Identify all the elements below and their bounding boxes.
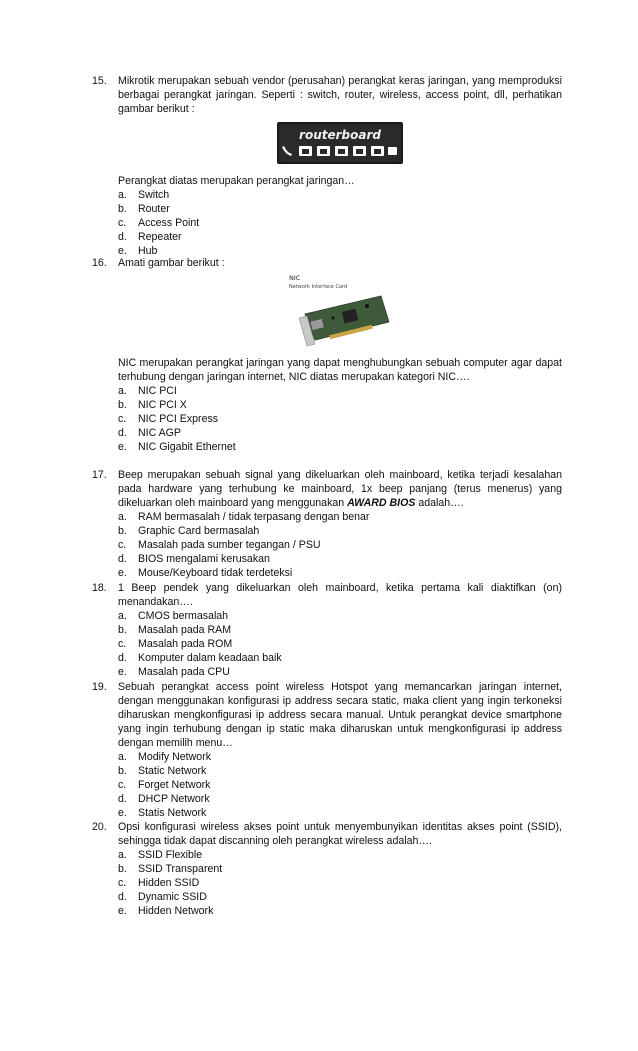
question-16 (92, 256, 562, 454)
option-b: b. NIC PCI X (118, 399, 187, 411)
option-d: d. BIOS mengalami kerusakan (118, 553, 270, 565)
option-c: c. Masalah pada ROM (118, 638, 233, 650)
question-text: Sebuah perangkat access point wireless Hotspot yang memancarkan jaringan internet, dengan menggunakan konfigurasi ip address secara static, maka client yang ingin terkoneksi diharuskan mengkonfigurasi ip address secara manual. Untuk perangkat device smartphone yang ingin terhubung dengan ip static maka diharuskan untuk mengkonfigurasi ip address dengan memilih menu… (118, 681, 562, 749)
option-a: a. RAM bermasalah / tidak terpasang dengan benar (118, 511, 370, 523)
option-d: d. DHCP Network (118, 793, 210, 805)
option-b: b. SSID Transparent (118, 863, 223, 875)
option-e: e. Hidden Network (118, 905, 214, 917)
option-b: b. Router (118, 203, 170, 215)
option-b: b. Graphic Card bermasalah (118, 525, 260, 537)
question-19 (92, 680, 562, 820)
question-number: 15. (92, 75, 107, 87)
question-text: 1 Beep pendek yang dikeluarkan oleh mainboard, ketika pertama kali diaktifkan (on) menandakan…. (118, 582, 562, 608)
option-d: d. Repeater (118, 231, 182, 243)
option-a: a. NIC PCI (118, 385, 177, 397)
question-followup: Perangkat diatas merupakan perangkat jaringan… (118, 175, 355, 187)
option-d: d. NIC AGP (118, 427, 181, 439)
question-text: Opsi konfigurasi wireless akses point untuk menyembunyikan identitas akses point (SSID), sehingga tidak dapat discanning oleh perangkat wireless adalah…. (118, 821, 562, 847)
question-20 (92, 820, 562, 918)
option-c: c. Forget Network (118, 779, 211, 791)
option-a: a. Modify Network (118, 751, 211, 763)
nic-image-subtitle: Network Interface Card (289, 284, 348, 290)
option-c: c. Access Point (118, 217, 200, 229)
question-15 (92, 74, 562, 258)
question-text: Beep merupakan sebuah signal yang dikeluarkan oleh mainboard, ketika terjadi kesalahan pada hardware yang terhubung ke mainboard, 1x beep panjang (terus menerus) yang dikeluarkan oleh mainboard yang menggunakan AWARD BIOS adalah…. (118, 469, 562, 509)
option-e: e. Statis Network (118, 807, 207, 819)
routerboard-logo-text: routerboard (299, 128, 381, 142)
option-a: a. CMOS bermasalah (118, 610, 229, 622)
option-a: a. Switch (118, 189, 170, 201)
option-c: c. Hidden SSID (118, 877, 200, 889)
option-b: b. Masalah pada RAM (118, 624, 232, 636)
nic-image-title: NIC (289, 274, 301, 282)
question-18 (92, 581, 562, 679)
question-number: 16. (92, 257, 107, 269)
option-d: d. Dynamic SSID (118, 891, 207, 903)
question-number: 20. (92, 821, 107, 833)
question-17 (92, 468, 562, 580)
option-e: e. Hub (118, 245, 158, 257)
option-d: d. Komputer dalam keadaan baik (118, 652, 282, 664)
option-e: e. Mouse/Keyboard tidak terdeteksi (118, 567, 293, 579)
routerboard-image (277, 122, 403, 164)
question-followup: NIC merupakan perangkat jaringan yang dapat menghubungkan sebuah computer agar dapat terhubung dengan jaringan internet, NIC diatas merupakan kategori NIC…. (118, 357, 562, 383)
option-a: a. SSID Flexible (118, 849, 203, 861)
option-e: e. NIC Gigabit Ethernet (118, 441, 236, 453)
nic-card-image (285, 272, 395, 348)
question-text: Amati gambar berikut : (118, 257, 225, 269)
option-c: c. Masalah pada sumber tegangan / PSU (118, 539, 321, 551)
question-text: Mikrotik merupakan sebuah vendor (perusahan) perangkat keras jaringan, yang memproduksi berbagai perangkat jaringan. Seperti : switch, router, wireless, access point, dll, perhatikan gambar berikut : (118, 75, 562, 115)
question-number: 17. (92, 469, 107, 481)
question-number: 18. (92, 582, 107, 594)
option-b: b. Static Network (118, 765, 207, 777)
question-number: 19. (92, 681, 107, 693)
option-e: e. Masalah pada CPU (118, 666, 230, 678)
award-bios-emphasis: AWARD BIOS (347, 497, 416, 509)
option-c: c. NIC PCI Express (118, 413, 219, 425)
